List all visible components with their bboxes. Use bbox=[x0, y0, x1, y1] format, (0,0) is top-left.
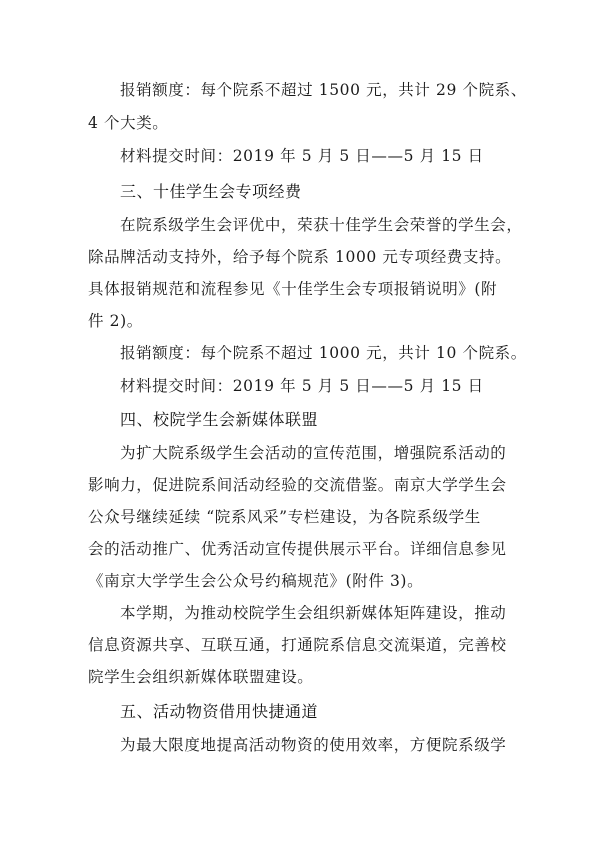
paragraph-line: 影响力，促进院系间活动经验的交流借鉴。南京大学学生会 bbox=[88, 476, 507, 494]
paragraph-line: 院学生会组织新媒体联盟建设。 bbox=[88, 668, 314, 686]
paragraph-line: 4 个大类。 bbox=[88, 114, 169, 132]
paragraph-line: 材料提交时间：2019 年 5 月 5 日——5 月 15 日 bbox=[120, 147, 484, 165]
paragraph-line: 为扩大院系级学生会活动的宣传范围，增强院系活动的 bbox=[120, 444, 507, 462]
paragraph-line: 在院系级学生会评优中，荣获十佳学生会荣誉的学生会， bbox=[120, 216, 523, 234]
section-heading: 三、十佳学生会专项经费 bbox=[120, 182, 302, 201]
paragraph-line: 为最大限度地提高活动物资的使用效率，方便院系级学 bbox=[120, 736, 507, 754]
paragraph-line: 除品牌活动支持外，给予每个院系 1000 元专项经费支持。 bbox=[88, 248, 512, 266]
paragraph-line: 材料提交时间：2019 年 5 月 5 日——5 月 15 日 bbox=[120, 377, 484, 395]
paragraph-line: 报销额度：每个院系不超过 1500 元，共计 29 个院系、 bbox=[120, 81, 527, 99]
section-heading: 五、活动物资借用快捷通道 bbox=[120, 702, 319, 721]
paragraph-line: 具体报销规范和流程参见《十佳学生会专项报销说明》(附 bbox=[88, 280, 498, 298]
paragraph-line: 会的活动推广、优秀活动宣传提供展示平台。详细信息参见 bbox=[88, 540, 507, 558]
paragraph-line: 信息资源共享、互联互通，打通院系信息交流渠道，完善校 bbox=[88, 636, 507, 654]
paragraph-line: 公众号继续延续 “院系风采”专栏建设，为各院系级学生 bbox=[88, 508, 481, 526]
paragraph-line: 《南京大学学生会公众号约稿规范》(附件 3)。 bbox=[88, 572, 424, 590]
paragraph-line: 本学期，为推动校院学生会组织新媒体矩阵建设，推动 bbox=[120, 604, 507, 622]
section-heading: 四、校院学生会新媒体联盟 bbox=[120, 410, 319, 429]
paragraph-line: 报销额度：每个院系不超过 1000 元，共计 10 个院系。 bbox=[120, 344, 527, 362]
paragraph-line: 件 2)。 bbox=[88, 312, 143, 330]
